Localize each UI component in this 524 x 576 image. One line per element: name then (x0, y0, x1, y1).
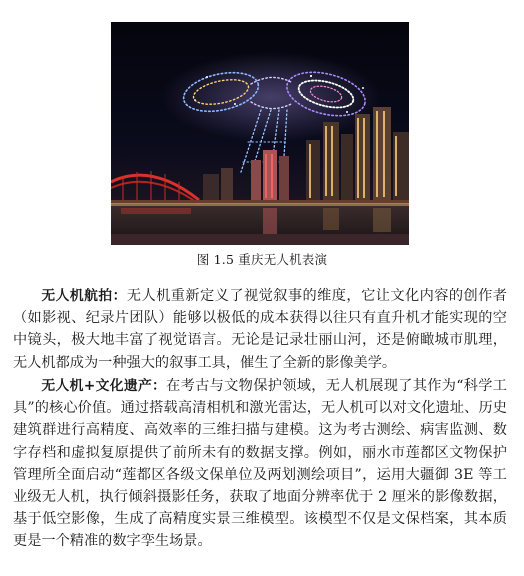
figure-caption: 图 1.5 重庆无人机表演 (196, 252, 328, 267)
paragraph-lead: 无人机航拍： (41, 288, 127, 304)
paragraph-body: 无人机重新定义了视觉叙事的维度，它让文化内容的创作者（如影视、纪录片团队）能够以极低的成本获得以往只有直升机才能实现的空中镜头，极大地丰富了视觉语言。无论是记录壮丽山河，还是俯瞰城市肌理，无人机都成为一种强大的叙事工具，催生了全新的影像美学。 (13, 288, 507, 371)
paragraph-drone-aerial (13, 285, 507, 374)
drone-show-photo (111, 22, 409, 245)
paragraph-lead: 无人机+文化遗产： (41, 378, 167, 394)
paragraph-body: 在考古与文物保护领域，无人机展现了其作为“科学工具”的核心价值。通过搭载高清相机和激光雷达，无人机可以对文化遗址、历史建筑群进行高精度、高效率的三维扫描与建模。这为考古测绘、病害监测、数字存档和虚拟复原提供了前所未有的数据支撑。例如，丽水市莲都区文物保护管理所全面启动“莲都区各级文保单位及两划测绘项目”，运用大疆御 3E 等工业级无人机，执行倾斜摄影任务，获取了地面分辨率优于 2 厘米的影像数据，基于低空影像，生成了高精度实景三维模型。该模型不仅是文保档案，其本质更是一个精准的数字孪生场景。 (13, 378, 507, 550)
paragraph-drone-heritage (13, 375, 507, 553)
